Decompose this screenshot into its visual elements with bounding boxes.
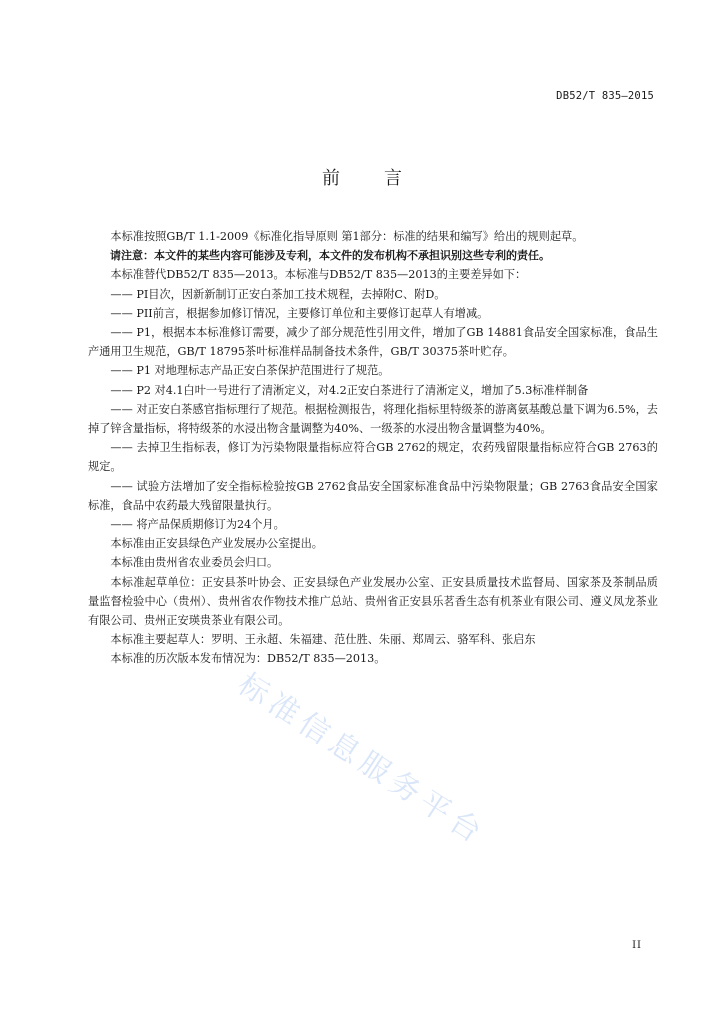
paragraph-replacement: 本标准替代DB52/T 835—2013。本标准与DB52/T 835—2013的主要差异如下： xyxy=(110,268,527,282)
change-item: —— P1，根据本本标准修订需要，减少了部分规范性引用文件，增加了GB 14881食品安全国家标准，食品生产通用卫生规范，GB/T 18795茶叶标准样品制备技术条件，GB/T 30375茶叶贮存。 xyxy=(88,326,658,359)
paragraph-drafting-units: 本标准起草单位：正安县茶叶协会、正安县绿色产业发展办公室、正安县质量技术监督局、国家茶及茶制品质量监督检验中心（贵州）、贵州省农作物技术推广总站、贵州省正安县乐茗香生态有机茶业有限公司、遵义凤龙茶业有限公司、贵州正安瑛贵茶业有限公司。 xyxy=(88,575,658,628)
change-item: —— PI目次，因新新制订正安白茶加工技术规程，去掉附C、附D。 xyxy=(110,287,446,301)
page-title: 前言 xyxy=(322,168,446,189)
change-item: —— P1 对地理标志产品正安白茶保护范围进行了规范。 xyxy=(110,364,390,378)
paragraph-drafters: 本标准主要起草人：罗明、王永超、朱福建、范仕胜、朱丽、郑周云、骆军科、张启东 xyxy=(110,633,536,647)
change-item: —— 将产品保质期修订为24个月。 xyxy=(110,518,285,532)
watermark: 标准信息服务平台 xyxy=(231,666,493,853)
paragraph-patent-notice: 请注意：本文件的某些内容可能涉及专利，本文件的发布机构不承担识别这些专利的责任。 xyxy=(110,249,550,263)
paragraph-centralized-by: 本标准由贵州省农业委员会归口。 xyxy=(110,556,279,570)
page-number: II xyxy=(632,940,642,951)
foreword-body xyxy=(88,227,658,669)
paragraph-edition-history: 本标准的历次版本发布情况为：DB52/T 835—2013。 xyxy=(110,652,386,666)
paragraph-proposer: 本标准由正安县绿色产业发展办公室提出。 xyxy=(110,537,323,551)
standard-code: DB52/T 835—2015 xyxy=(556,90,654,102)
change-item: —— 试验方法增加了安全指标检验按GB 2762食品安全国家标准食品中污染物限量；GB 2763食品安全国家标准，食品中农药最大残留限量执行。 xyxy=(88,479,658,512)
change-item: —— 对正安白茶感官指标理行了规范。根据检测报告，将理化指标里特级茶的游离氨基酸总量下调为6.5%，去掉了锌含量指标，将特级茶的水浸出物含量调整为40%、一级茶的水浸出物含量调整为40%。 xyxy=(88,402,658,436)
paragraph-drafting-rules: 本标准按照GB/T 1.1-2009《标准化指导原则 第1部分：标准的结果和编写》给出的规则起草。 xyxy=(110,230,584,243)
change-item: —— 去掉卫生指标表，修订为污染物限量指标应符合GB 2762的规定，农药残留限量指标应符合GB 2763的规定。 xyxy=(88,441,658,474)
change-item: —— PII前言，根据参加修订情况，主要修订单位和主要修订起草人有增减。 xyxy=(110,306,489,320)
change-item: —— P2 对4.1白叶一号进行了清淅定义，对4.2正安白茶进行了清淅定义，增加了5.3标准样制备 xyxy=(110,383,589,397)
